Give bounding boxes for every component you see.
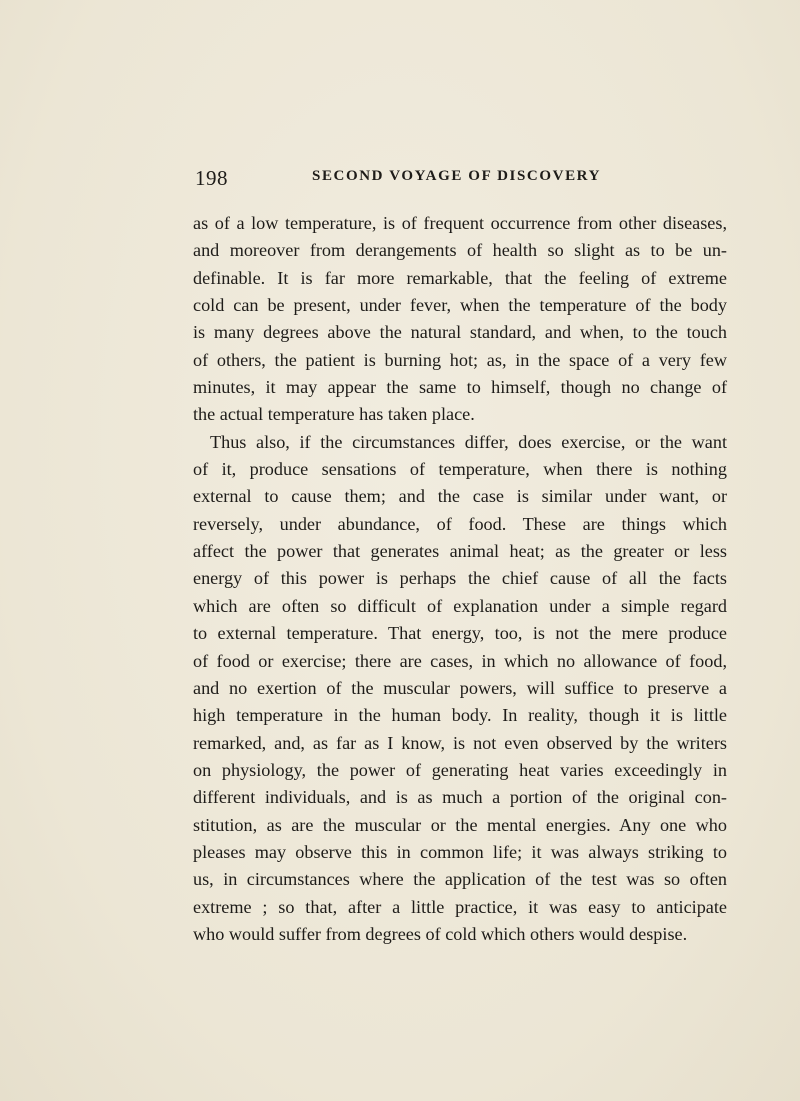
text-line: and moreover from derangements of health so slight as to be un- bbox=[193, 240, 727, 261]
text-line: of food or exercise; there are cases, in which no allowance of food, bbox=[193, 650, 727, 671]
text-line: and no exertion of the muscular powers, will suffice to preserve a bbox=[193, 677, 727, 698]
text-line: which are often so difficult of explanation under a simple regard bbox=[193, 595, 727, 616]
text-line: cold can be present, under fever, when the temperature of the body bbox=[193, 295, 727, 316]
text-line: pleases may observe this in common life; it was always striking to bbox=[193, 841, 727, 862]
paragraph-end-line: who would suffer from degrees of cold which others would despise. bbox=[193, 923, 688, 944]
page-header bbox=[0, 166, 800, 196]
text-line: stitution, as are the muscular or the mental energies. Any one who bbox=[193, 814, 727, 835]
text-line: remarked, and, as far as I know, is not even observed by the writers bbox=[193, 732, 727, 753]
text-line: high temperature in the human body. In reality, though it is little bbox=[193, 705, 727, 726]
text-line: extreme ; so that, after a little practice, it was easy to anticipate bbox=[193, 896, 727, 917]
text-line: definable. It is far more remarkable, that the feeling of extreme bbox=[193, 267, 727, 288]
text-line: as of a low temperature, is of frequent occurrence from other diseases, bbox=[193, 213, 727, 233]
text-line: different individuals, and is as much a portion of the original con- bbox=[193, 787, 727, 808]
text-line: of it, produce sensations of temperature, when there is nothing bbox=[193, 459, 727, 480]
text-line: minutes, it may appear the same to himself, though no change of bbox=[193, 377, 727, 398]
page-number: 198 bbox=[195, 166, 228, 190]
paragraph-start-line: Thus also, if the circumstances differ, does exercise, or the want bbox=[210, 431, 727, 452]
text-line: external to cause them; and the case is similar under want, or bbox=[193, 486, 727, 507]
running-title: SECOND VOYAGE OF DISCOVERY bbox=[312, 168, 602, 184]
text-line: us, in circumstances where the application of the test was so often bbox=[193, 869, 727, 890]
text-line: is many degrees above the natural standard, and when, to the touch bbox=[193, 322, 727, 343]
text-line: reversely, under abundance, of food. These are things which bbox=[193, 513, 727, 534]
text-line: on physiology, the power of generating heat varies exceedingly in bbox=[193, 759, 727, 780]
text-line: to external temperature. That energy, too, is not the mere produce bbox=[193, 623, 727, 644]
paragraph-end-line: the actual temperature has taken place. bbox=[193, 404, 475, 425]
text-line: of others, the patient is burning hot; as, in the space of a very few bbox=[193, 349, 727, 370]
body-text bbox=[193, 210, 727, 948]
text-line: affect the power that generates animal heat; as the greater or less bbox=[193, 541, 727, 562]
text-line: energy of this power is perhaps the chief cause of all the facts bbox=[193, 568, 727, 589]
